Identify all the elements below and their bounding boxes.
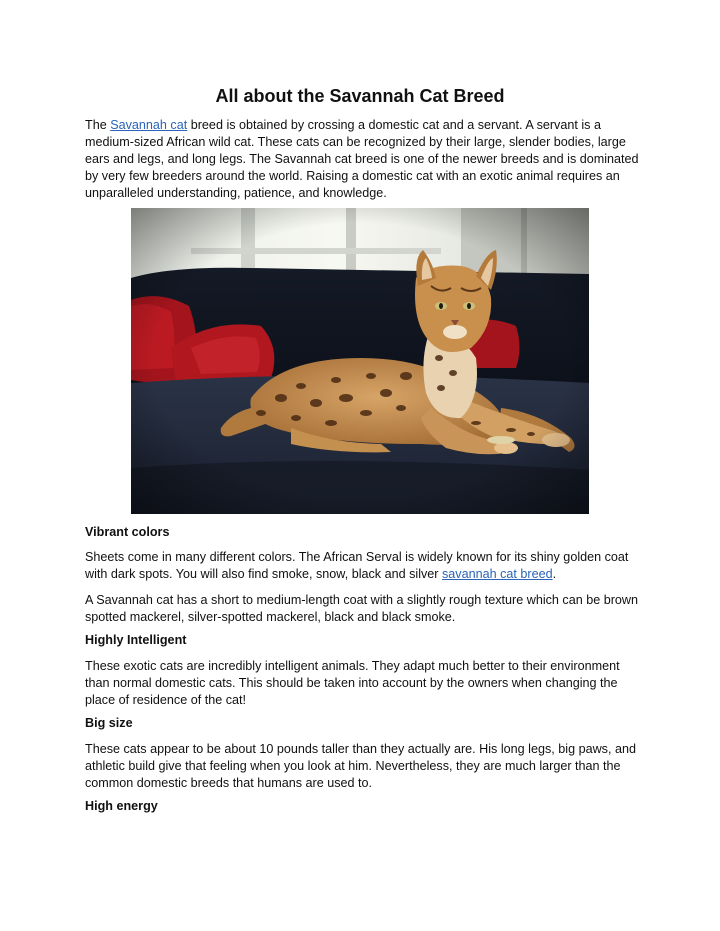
intro-paragraph: [85, 117, 645, 202]
size-paragraph: These cats appear to be about 10 pounds taller than they actually are. His long legs, big paws, and athletic build give that feeling when you look at him. Nevertheless, they are much larger than the common domestic breeds that humans are used to.: [85, 742, 636, 790]
heading-high-energy: High energy: [85, 799, 158, 813]
colors-paragraph-2: A Savannah cat has a short to medium-length coat with a slightly rough texture which can be brown spotted mackerel, silver-spotted mackerel, black and black smoke.: [85, 593, 639, 624]
intelligent-paragraph: These exotic cats are incredibly intelligent animals. They adapt much better to their environment than normal domestic cats. This should be taken into account by the owners when changing the place of residence of the cat!: [85, 659, 620, 707]
savannah-cat-breed-link[interactable]: savannah cat breed: [442, 567, 553, 581]
intro-text-rest: breed is obtained by crossing a domestic cat and a servant. A servant is a medium-sized African wild cat. These cats can be recognized by their large, slender bodies, large ears and legs, and long legs. The Savannah cat breed is one of the newer breeds and is dominated by very few breeders around the world. Raising a domestic cat with an exotic animal requires an unparalleled understanding, patience, and knowledge.: [85, 118, 639, 200]
colors-paragraph-1: [85, 549, 645, 583]
colors-text-start: Sheets come in many different colors. The African Serval is widely known for its shiny golden coat with dark spots. You will also find smoke, snow, black and silver: [85, 550, 629, 581]
heading-big-size: Big size: [85, 716, 133, 730]
colors-text-end: .: [552, 567, 557, 581]
intro-text-start: The: [85, 118, 111, 132]
savannah-cat-link[interactable]: Savannah cat: [110, 118, 188, 132]
page-title: All about the Savannah Cat Breed: [215, 86, 505, 106]
savannah-cat-photo: [131, 208, 589, 514]
heading-highly-intelligent: Highly Intelligent: [85, 633, 187, 647]
heading-vibrant-colors: Vibrant colors: [85, 525, 170, 539]
